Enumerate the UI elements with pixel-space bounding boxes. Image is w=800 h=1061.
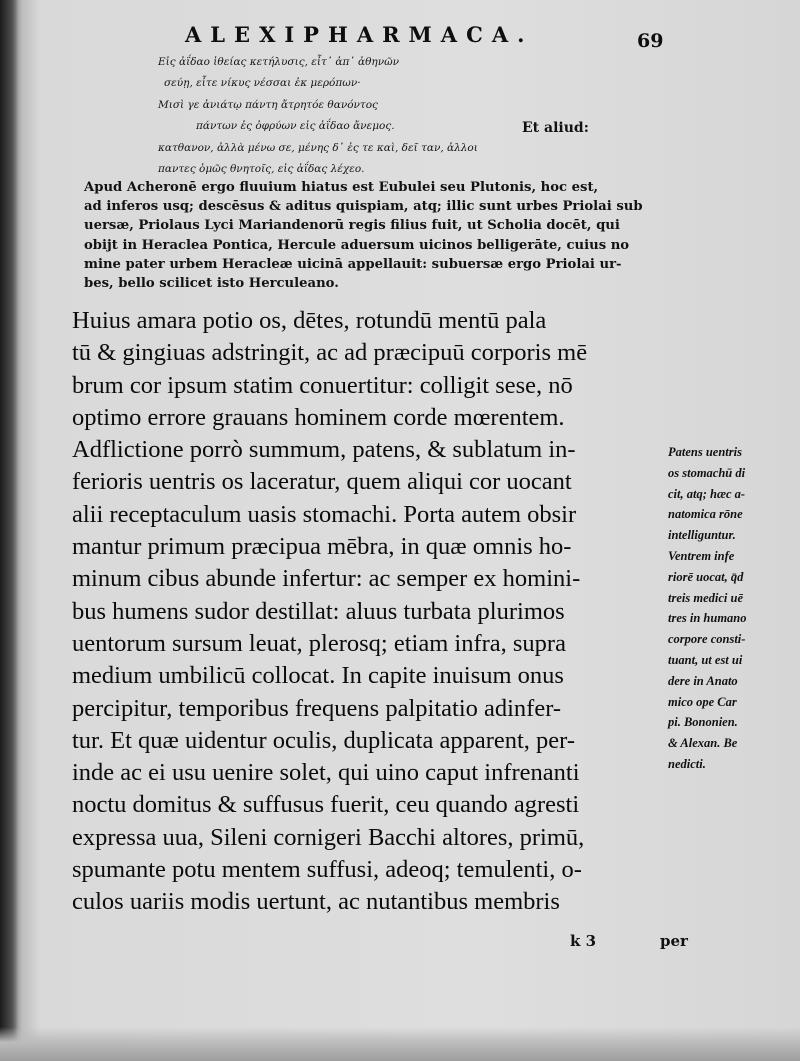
greek-verse-line: πάντων ἐς ὀφρύων εἰς ἀΐδαο ἄνεμος. bbox=[196, 120, 395, 133]
catchword: per bbox=[660, 932, 688, 950]
main-text-line: expressa uua, Sileni cornigeri Bacchi altores, primū, bbox=[72, 823, 585, 851]
main-text-line: spumante potu mentem suffusi, adeoq; temulenti, o- bbox=[72, 856, 582, 884]
greek-verses bbox=[158, 52, 538, 180]
main-text-line: Adflictione porrò summum, patens, & sublatum in- bbox=[72, 436, 576, 464]
marginal-note-line: treis medici uē bbox=[668, 590, 743, 605]
greek-verse-line: παντες ὁμῶς θνητοῖς, εἰς ἀΐδας λέχεο. bbox=[158, 163, 365, 176]
main-text-line: uentorum sursum leuat, plerosq; etiam infra, supra bbox=[72, 629, 566, 657]
main-text-line: inde ac ei usu uenire solet, qui uino caput infrenanti bbox=[72, 759, 580, 787]
gutter-shadow bbox=[0, 0, 18, 1061]
marginal-note-line: riorē uocat, q̄d bbox=[668, 569, 744, 584]
marginal-note-line: intelliguntur. bbox=[668, 528, 736, 543]
greek-verse-line: κατθανον, ἀλλὰ μένω σε, μένης δ᾽ ἐς τε καὶ, δεῖ ταν, ἀλλοι bbox=[158, 141, 478, 154]
main-text-line: mantur primum præcipua mēbra, in quæ omnis ho- bbox=[72, 533, 572, 561]
marginal-note-line: nedicti. bbox=[668, 756, 706, 771]
commentary-line: mine pater urbem Heracleæ uicinā appellauit: subuersæ ergo Priolai ur- bbox=[84, 256, 622, 272]
marginal-note-line: os stomachū di bbox=[668, 465, 746, 480]
main-text-block bbox=[72, 305, 672, 919]
main-text-line: ferioris uentris os laceratur, quem aliqui cor uocant bbox=[72, 468, 572, 496]
marginal-note-line: dere in Anato bbox=[668, 673, 738, 688]
greek-verse-line: σεύῃ, εἶτε νίκυς νέσσαι ἐκ μερόπων· bbox=[164, 77, 361, 90]
commentary-line: bes, bello scilicet isto Herculeano. bbox=[84, 276, 339, 292]
marginal-note-line: pi. Bononien. bbox=[668, 715, 738, 730]
marginal-note-line: Patens uentris bbox=[668, 445, 742, 459]
commentary-line: obijt in Heraclea Pontica, Hercule aduersum uicinos belligerāte, cuius no bbox=[84, 237, 630, 253]
commentary-line: ad inferos usq; descēsus & aditus quispiam, atq; illic sunt urbes Priolai sub bbox=[84, 199, 643, 215]
page-number: 69 bbox=[637, 30, 664, 52]
commentary-line: Apud Acheronē ergo fluuium hiatus est Eubulei seu Plutonis, hoc est, bbox=[84, 180, 599, 195]
main-text-line: alii receptaculum uasis stomachi. Porta autem obsir bbox=[72, 500, 577, 528]
main-text-line: tū & gingiuas adstringit, ac ad præcipuū corporis mē bbox=[72, 339, 588, 367]
main-text-line: Huius amara potio os, dētes, rotundū mentū pala bbox=[72, 307, 547, 334]
marginal-note-line: mico ope Car bbox=[668, 694, 737, 709]
marginal-note-line: tuant, ut est ui bbox=[668, 652, 743, 667]
running-title: ALEXIPHARMACA. bbox=[185, 22, 534, 47]
main-text-line: bus humens sudor destillat: aluus turbata plurimos bbox=[72, 597, 565, 625]
marginal-note-line: Ventrem infe bbox=[668, 548, 735, 563]
main-text-line: culos uariis modis uertunt, ac nutantibus membris bbox=[72, 888, 560, 916]
marginal-note bbox=[668, 442, 793, 775]
main-text-line: optimo errore grauans hominem corde mœrentem. bbox=[72, 403, 565, 431]
greek-verse-line: Μισὶ γε ἀνιάτῳ πάντη ἄτρητόε θανόντος bbox=[158, 98, 378, 111]
main-text-line: medium umbilicū collocat. In capite inuisum onus bbox=[72, 662, 564, 690]
commentary-block bbox=[84, 178, 664, 293]
greek-verse-line: Εἰς ἀΐδαο ἱθείας κετήλυσις, εἶτ᾽ ἀπ᾽ ἀθηνῶν bbox=[158, 56, 400, 68]
signature-mark: k 3 bbox=[570, 932, 597, 950]
marginal-note-line: natomica rōne bbox=[668, 507, 743, 522]
main-text-line: noctu domitus & suffusus fuerit, ceu quando agresti bbox=[72, 791, 580, 819]
marginal-note-line: & Alexan. Be bbox=[668, 736, 738, 751]
main-text-line: tur. Et quæ uidentur oculis, duplicata apparent, per- bbox=[72, 726, 575, 754]
marginal-note-line: cit, atq; hæc a- bbox=[668, 486, 746, 501]
side-label: Et aliud: bbox=[522, 120, 589, 136]
page-bottom-edge bbox=[0, 1027, 800, 1061]
main-text-line: brum cor ipsum statim conuertitur: colligit sese, nō bbox=[72, 371, 573, 399]
marginal-note-line: corpore consti- bbox=[668, 632, 746, 647]
marginal-note-line: tres in humano bbox=[668, 611, 747, 626]
main-text-line: percipitur, temporibus frequens palpitatio adinfer- bbox=[72, 694, 562, 722]
main-text-line: minum cibus abunde infertur: ac semper ex homini- bbox=[72, 565, 581, 593]
commentary-line: uersæ, Priolaus Lyci Mariandenorū regis filius fuit, ut Scholia docēt, qui bbox=[84, 218, 620, 234]
